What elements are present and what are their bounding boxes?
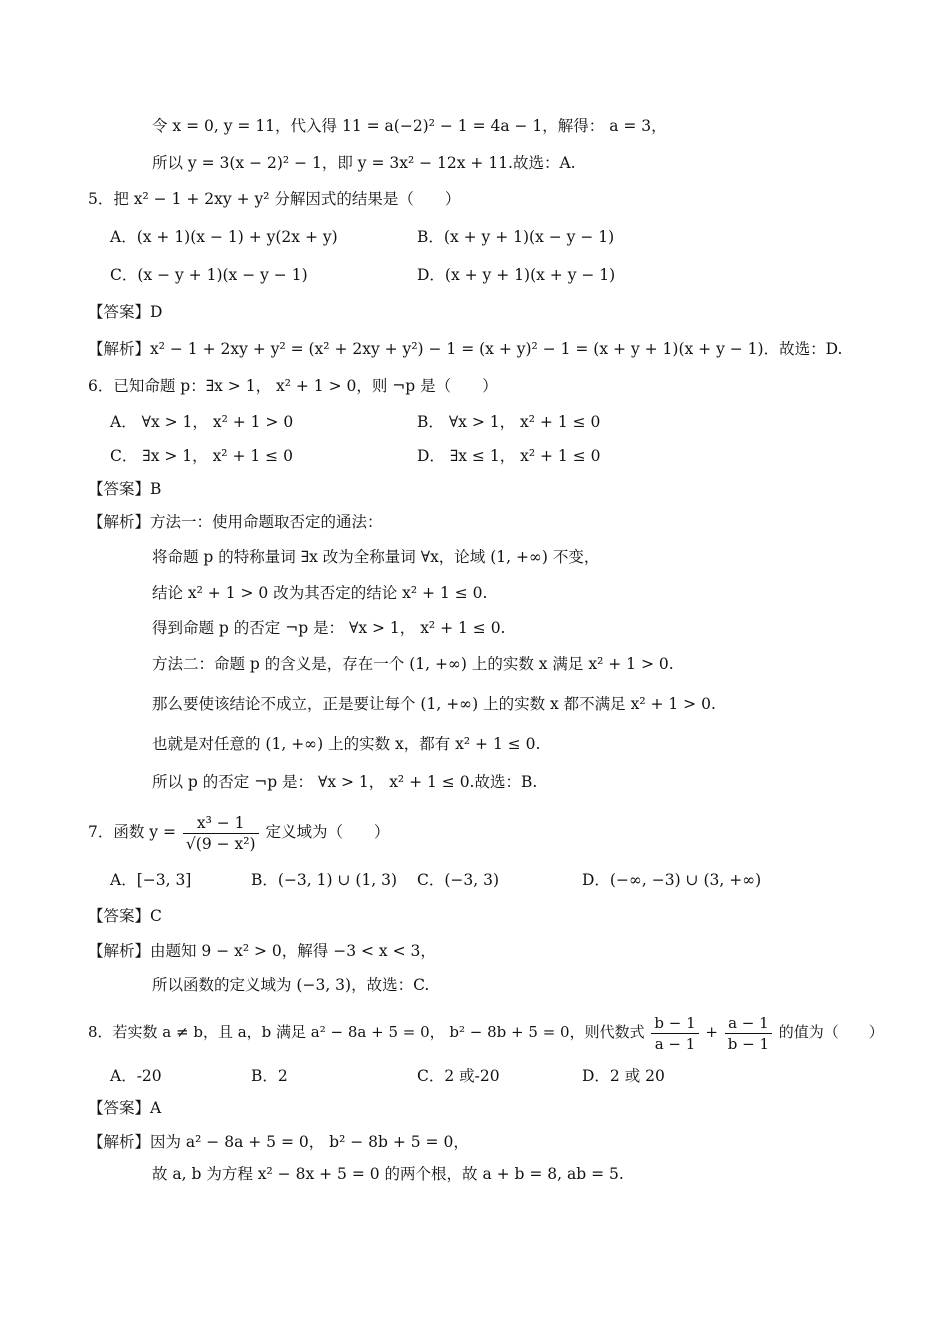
q6-option-b: B． ∀x > 1， x² + 1 ≤ 0 (417, 413, 601, 431)
q7-answer: 【答案】C (88, 907, 162, 925)
q6-explanation-line: 方法二：命题 p 的含义是，存在一个 (1, +∞) 上的实数 x 满足 x² + 1 > 0. (152, 655, 674, 673)
q7-option-c: C．(−3, 3) (417, 871, 500, 889)
q8-fraction-1 (651, 1013, 698, 1054)
q6-explanation-line: 得到命题 p 的否定 ¬p 是： ∀x > 1， x² + 1 ≤ 0. (152, 619, 506, 637)
q8-option-a: A．-20 (110, 1067, 162, 1085)
q7-option-b: B．(−3, 1) ∪ (1, 3) (251, 871, 398, 889)
q8-option-b: B．2 (251, 1067, 288, 1085)
q7-option-d: D．(−∞, −3) ∪ (3, +∞) (582, 871, 762, 889)
q6-explanation: 【解析】方法一：使用命题取否定的通法： (88, 513, 383, 531)
q6-option-d: D． ∃x ≤ 1， x² + 1 ≤ 0 (417, 447, 601, 465)
question-8 (88, 1010, 884, 1054)
q6-explanation-line: 也就是对任意的 (1, +∞) 上的实数 x，都有 x² + 1 ≤ 0. (152, 735, 541, 753)
q8-option-c: C．2 或-20 (417, 1067, 500, 1085)
question-6: 6．已知命题 p：∃x > 1， x² + 1 > 0，则 ¬p 是（ ） (88, 377, 498, 395)
q8-explanation-line: 故 a, b 为方程 x² − 8x + 5 = 0 的两个根，故 a + b = 8, ab = 5. (152, 1165, 624, 1183)
solution-line: 令 x = 0, y = 11，代入得 11 = a(−2)² − 1 = 4a − 1，解得： a = 3， (152, 117, 667, 135)
q8-prefix: 8．若实数 a ≠ b，且 a，b 满足 a² − 8a + 5 = 0， b² − 8b + 5 = 0，则代数式 (88, 1023, 645, 1041)
q7-suffix: 定义域为（ ） (265, 823, 390, 841)
q7-option-a: A．[−3, 3] (110, 871, 192, 889)
q8-answer: 【答案】A (88, 1099, 162, 1117)
q5-option-b: B．(x + y + 1)(x − y − 1) (417, 228, 615, 246)
q6-option-c: C． ∃x > 1， x² + 1 ≤ 0 (110, 447, 293, 465)
q8-plus: + (705, 1023, 718, 1041)
q7-numerator: x³ − 1 (183, 813, 259, 834)
solution-line: 所以 y = 3(x − 2)² − 1，即 y = 3x² − 12x + 11.故选：A. (152, 154, 576, 172)
q6-answer: 【答案】B (88, 480, 162, 498)
question-5: 5．把 x² − 1 + 2xy + y² 分解因式的结果是（ ） (88, 190, 461, 208)
q5-answer: 【答案】D (88, 303, 163, 321)
q8-option-d: D．2 或 20 (582, 1067, 665, 1085)
q7-prefix: 7．函数 y = (88, 823, 176, 841)
q5-option-a: A．(x + 1)(x − 1) + y(2x + y) (110, 228, 338, 246)
q5-option-d: D．(x + y + 1)(x + y − 1) (417, 266, 616, 284)
q7-denominator: √(9 − x²) (185, 834, 256, 853)
q5-option-c: C．(x − y + 1)(x − y − 1) (110, 266, 308, 284)
q6-explanation-line: 结论 x² + 1 > 0 改为其否定的结论 x² + 1 ≤ 0. (152, 584, 488, 602)
q6-explanation-line: 将命题 p 的特称量词 ∃x 改为全称量词 ∀x，论域 (1, +∞) 不变， (152, 548, 600, 566)
q8-f1-numerator: b − 1 (651, 1013, 698, 1034)
q5-explanation: 【解析】x² − 1 + 2xy + y² = (x² + 2xy + y²) − 1 = (x + y)² − 1 = (x + y + 1)(x + y − 1)．故选：D. (88, 340, 843, 358)
q7-explanation-line: 所以函数的定义域为 (−3, 3)，故选：C. (152, 976, 430, 994)
question-7 (88, 812, 390, 854)
q8-explanation: 【解析】因为 a² − 8a + 5 = 0， b² − 8b + 5 = 0， (88, 1133, 469, 1151)
q7-explanation: 【解析】由题知 9 − x² > 0，解得 −3 < x < 3， (88, 942, 436, 960)
q6-explanation-line: 那么要使该结论不成立，正是要让每个 (1, +∞) 上的实数 x 都不满足 x² + 1 > 0. (152, 695, 716, 713)
q8-f1-denominator: a − 1 (654, 1034, 696, 1053)
q7-fraction (183, 813, 259, 854)
q6-option-a: A． ∀x > 1， x² + 1 > 0 (110, 413, 294, 431)
q8-fraction-2 (725, 1013, 772, 1054)
q8-suffix: 的值为（ ） (778, 1023, 884, 1041)
q8-f2-numerator: a − 1 (725, 1013, 772, 1034)
q6-explanation-line: 所以 p 的否定 ¬p 是： ∀x > 1， x² + 1 ≤ 0.故选：B. (152, 773, 538, 791)
q8-f2-denominator: b − 1 (727, 1034, 770, 1053)
